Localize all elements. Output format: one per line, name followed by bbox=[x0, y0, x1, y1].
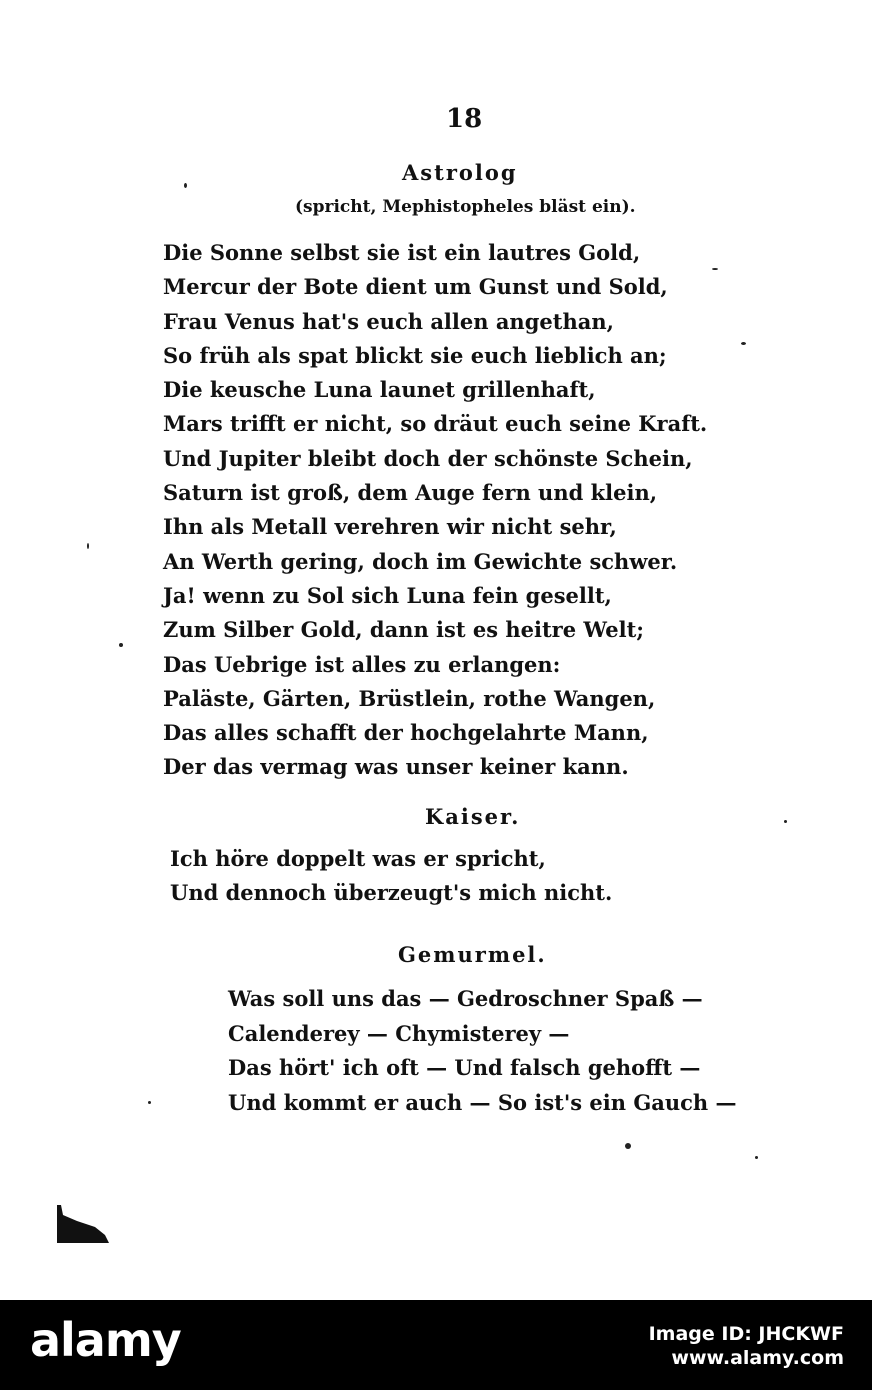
verse-line: Die Sonne selbst sie ist ein lautres Gold, bbox=[163, 240, 641, 265]
scan-speck bbox=[741, 342, 746, 345]
verse-line: Mercur der Bote dient um Gunst und Sold, bbox=[163, 274, 668, 300]
scan-speck bbox=[784, 820, 787, 823]
verse-line: Ihn als Metall verehren wir nicht sehr, bbox=[163, 514, 617, 540]
stock-info bbox=[649, 1322, 844, 1370]
verse-line: Und Jupiter bleibt doch der schönste Schein, bbox=[163, 445, 693, 471]
verse-line: Zum Silber Gold, dann ist es heitre Welt; bbox=[163, 617, 645, 643]
binding-shadow bbox=[57, 1205, 109, 1243]
scan-speck bbox=[87, 543, 89, 549]
scan-speck bbox=[712, 268, 718, 270]
verse-line: Saturn ist groß, dem Auge fern und klein, bbox=[163, 480, 658, 506]
verse-line: Das Uebrige ist alles zu erlangen: bbox=[163, 651, 561, 677]
verse-line: Paläste, Gärten, Brüstlein, rothe Wangen, bbox=[163, 685, 656, 711]
scan-speck bbox=[184, 183, 187, 188]
scan-speck bbox=[625, 1143, 631, 1149]
verse-line: Das hört' ich oft — Und falsch gehofft — bbox=[228, 1055, 701, 1080]
gemurmel-verse bbox=[228, 982, 737, 1120]
verse-line: Und dennoch überzeugt's mich nicht. bbox=[170, 880, 613, 906]
scan-speck bbox=[148, 1101, 151, 1104]
image-id: Image ID: JHCKWF bbox=[648, 1323, 844, 1345]
kaiser-verse bbox=[170, 842, 612, 911]
site-url: www.alamy.com bbox=[671, 1347, 844, 1369]
speaker-kaiser: Kaiser. bbox=[425, 804, 521, 829]
verse-line: Die keusche Luna launet grillenhaft, bbox=[163, 377, 596, 403]
verse-line: Ich höre doppelt was er spricht, bbox=[170, 846, 546, 871]
verse-line: So früh als spat blickt sie euch lieblich an; bbox=[163, 342, 667, 368]
verse-line: An Werth gering, doch im Gewichte schwer. bbox=[163, 548, 678, 574]
scan-speck bbox=[119, 643, 123, 647]
verse-line: Was soll uns das — Gedroschner Spaß — bbox=[228, 986, 703, 1011]
verse-line: Und kommt er auch — So ist's ein Gauch — bbox=[228, 1089, 737, 1115]
astrolog-verse bbox=[163, 236, 707, 785]
scan-speck bbox=[755, 1156, 758, 1159]
speaker-gemurmel: Gemurmel. bbox=[398, 942, 547, 967]
stage-direction: (spricht, Mephistopheles bläst ein). bbox=[295, 197, 636, 217]
verse-line: Calenderey — Chymisterey — bbox=[228, 1020, 570, 1046]
verse-line: Der das vermag was unser keiner kann. bbox=[163, 754, 629, 780]
page-number: 18 bbox=[446, 104, 483, 134]
verse-line: Das alles schafft der hochgelahrte Mann, bbox=[163, 720, 649, 746]
alamy-logo: alamy bbox=[30, 1313, 181, 1367]
verse-line: Ja! wenn zu Sol sich Luna fein gesellt, bbox=[163, 582, 612, 608]
speaker-astrolog: Astrolog bbox=[402, 160, 518, 185]
verse-line: Mars trifft er nicht, so dräut euch seine Kraft. bbox=[163, 411, 708, 437]
verse-line: Frau Venus hat's euch allen angethan, bbox=[163, 308, 614, 334]
